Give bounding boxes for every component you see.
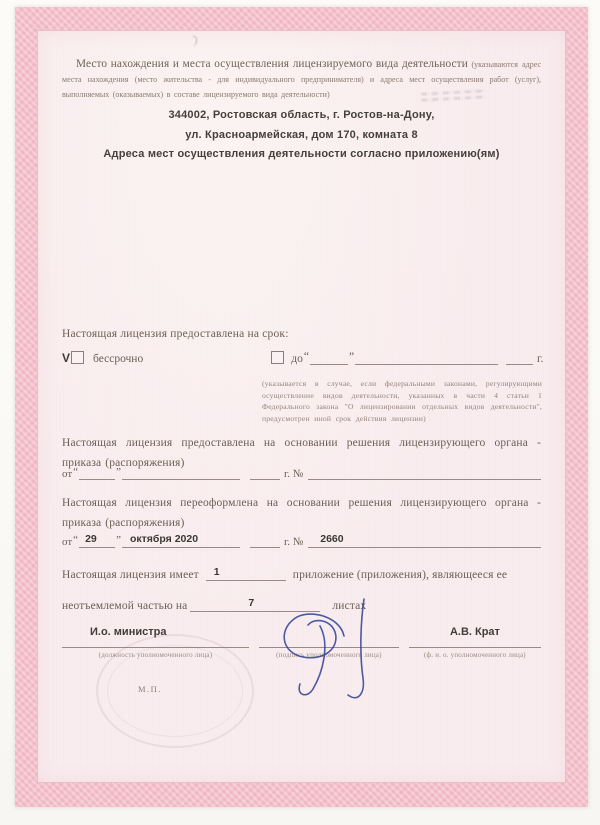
until-year-blank	[506, 351, 533, 365]
address-line-2: ул. Красноармейская, дом 170, комната 8	[185, 128, 418, 141]
close-quote: ”	[116, 466, 121, 478]
seal-stamp	[96, 634, 254, 748]
granted-year-blank	[250, 466, 280, 480]
reissue-day-value: 29	[85, 533, 97, 545]
signature-ink	[268, 596, 400, 708]
until-month-blank	[355, 351, 498, 365]
open-quote: “	[73, 466, 79, 478]
signer-position: И.о. министра	[90, 626, 167, 638]
location-clause-lead: Место нахождения и места осуществления лицензируемого вида деятельности	[76, 58, 472, 70]
attachments-clause-line1	[62, 567, 541, 581]
granted-month-blank	[122, 466, 240, 480]
reissue-from-line	[62, 534, 541, 548]
location-clause-note: (указываются адрес места нахождения (место жительства - для индивидуального предпринимателя) и адреса мест осуществления работ (услуг), выполняемых (оказываемых) в составе лицензируемого вида деятельности)	[62, 60, 541, 99]
seal-placeholder: М.П.	[138, 684, 162, 694]
open-quote: “	[73, 534, 79, 546]
granted-day-blank	[79, 466, 115, 480]
term-options-row	[62, 351, 544, 365]
reissued-clause: Настоящая лицензия переоформлена на основании решения лицензирующего органа - приказа (распоряжения)	[62, 497, 541, 529]
address-line-3: Адреса мест осуществления деятельности согласно приложению(ям)	[103, 148, 500, 160]
attachments-line2-before: неотъемлемой частью на	[62, 600, 188, 612]
term-section-heading: Настоящая лицензия предоставлена на срок:	[62, 328, 289, 340]
until-day-blank	[310, 351, 348, 365]
signature-caption: (подпись уполномоченного лица)	[276, 651, 382, 659]
year-number-label: г. №	[283, 468, 304, 480]
reissue-number-blank	[308, 534, 541, 548]
reissue-number-value: 2660	[320, 533, 344, 545]
until-label: до	[291, 353, 303, 365]
attachments-text-after: приложение (приложения), являющееся ее	[292, 569, 508, 581]
attachments-count-blank	[206, 567, 286, 581]
granted-from-line	[62, 466, 541, 480]
seal-stamp-inner-ring	[107, 645, 243, 737]
granted-number-blank	[308, 466, 541, 480]
indefinite-checkbox	[71, 351, 84, 364]
signer-name-column	[409, 626, 541, 659]
indefinite-label: бессрочно	[93, 353, 144, 365]
reissue-day-blank	[79, 534, 115, 548]
from-label: от	[62, 468, 73, 480]
reissue-year-blank	[250, 534, 280, 548]
attachments-sheets-value: 7	[248, 597, 255, 609]
attachments-line2-after: листах	[332, 600, 367, 612]
attachments-count-value: 1	[213, 566, 220, 578]
until-year-suffix: г.	[537, 353, 544, 365]
address-block	[62, 106, 541, 165]
signer-name: А.В. Крат	[449, 626, 500, 638]
reissue-monthyear-value: октября 2020	[129, 533, 199, 545]
reissue-month-blank	[122, 534, 240, 548]
close-quote: ”	[116, 534, 121, 546]
term-condition-note: (указывается в случае, если федеральными законами, регулирующими осуществление видов деятельности, указанных в части 4 статьи 1 Федерального закона "О лицензировании отдельных видов деятельности", предусмотрен иной срок действия лицензии)	[262, 379, 542, 423]
checkbox-v-mark: V	[62, 351, 71, 365]
granted-clause: Настоящая лицензия предоставлена на основании решения лицензирующего органа - приказа (распоряжения)	[62, 437, 541, 469]
open-quote: “	[303, 351, 309, 363]
attachments-text-before: Настоящая лицензия имеет	[62, 569, 199, 581]
until-checkbox	[271, 351, 284, 364]
year-number-label: г. №	[283, 536, 304, 548]
address-line-1: 344002, Ростовская область, г. Ростов-на-Дону,	[168, 109, 435, 121]
close-quote: ”	[348, 351, 355, 363]
name-caption: (ф. и. о. уполномоченного лица)	[424, 651, 526, 659]
from-label: от	[62, 536, 73, 548]
position-caption: (должность уполномоченного лица)	[98, 651, 213, 659]
